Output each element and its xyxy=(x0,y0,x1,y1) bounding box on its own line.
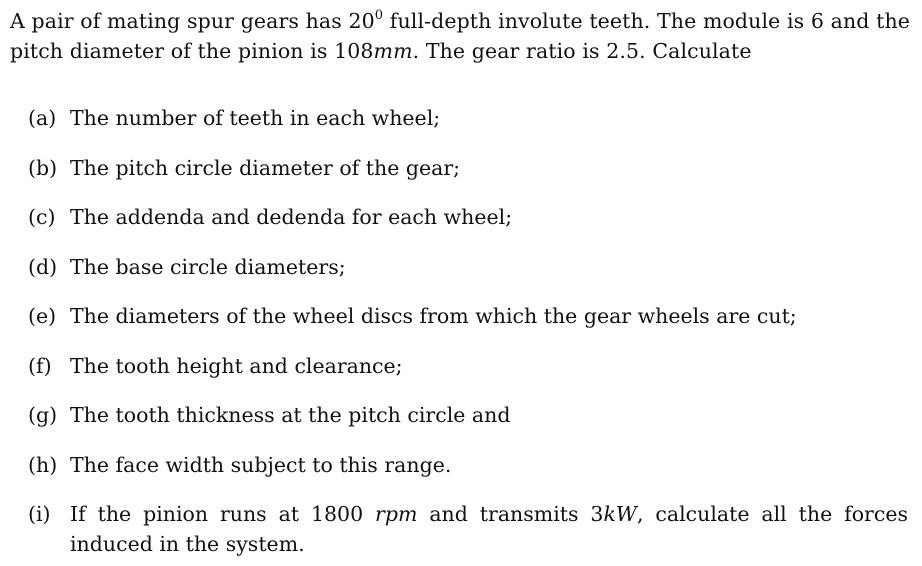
item-marker: (i) xyxy=(28,502,51,526)
item-text: The pitch circle diameter of the gear; xyxy=(70,155,461,180)
item-i-text-3: , calculate all the forces induced in the system. xyxy=(70,502,908,556)
item-marker: (g) xyxy=(28,403,58,427)
intro-text-2: full-depth involute teeth. The module is 6 and the pitch diameter of the pinion is 108 xyxy=(10,9,910,63)
item-text: The diameters of the wheel discs from which the gear wheels are cut; xyxy=(70,304,797,328)
item-i-text-2: and transmits 3 xyxy=(417,502,604,526)
item-marker: (e) xyxy=(28,304,57,328)
unit-kw: kW xyxy=(603,502,637,526)
question-item-d xyxy=(0,252,922,302)
item-marker: (c) xyxy=(28,205,56,229)
question-item-b xyxy=(0,153,922,203)
item-text: The number of teeth in each wheel; xyxy=(70,106,441,130)
intro-text-3: . The gear ratio is 2.5. Calculate xyxy=(412,39,752,63)
question-item-i xyxy=(0,499,922,563)
unit-rpm: rpm xyxy=(375,502,418,526)
item-text: The tooth thickness at the pitch circle and xyxy=(70,403,511,427)
item-text: The base circle diameters; xyxy=(70,254,346,279)
question-list xyxy=(0,103,922,563)
item-i-text-1: If the pinion runs at 1800 xyxy=(70,502,376,526)
degree-superscript: 0 xyxy=(374,8,384,23)
item-marker: (d) xyxy=(28,254,58,279)
item-text xyxy=(70,499,908,559)
item-marker: (f) xyxy=(28,353,52,378)
problem-statement xyxy=(10,6,910,66)
question-item-g xyxy=(0,400,922,450)
item-marker: (h) xyxy=(28,452,58,477)
question-item-h xyxy=(0,450,922,500)
item-marker: (a) xyxy=(28,106,57,130)
question-item-f xyxy=(0,351,922,401)
question-item-c xyxy=(0,202,922,252)
item-text: The tooth height and clearance; xyxy=(70,353,403,378)
unit-mm: mm xyxy=(373,39,413,63)
question-item-e xyxy=(0,301,922,351)
item-marker: (b) xyxy=(28,155,58,180)
item-text: The addenda and dedenda for each wheel; xyxy=(70,205,513,229)
intro-text-1: A pair of mating spur gears has 20 xyxy=(10,9,375,33)
question-item-a xyxy=(0,103,922,153)
item-text: The face width subject to this range. xyxy=(70,452,452,477)
